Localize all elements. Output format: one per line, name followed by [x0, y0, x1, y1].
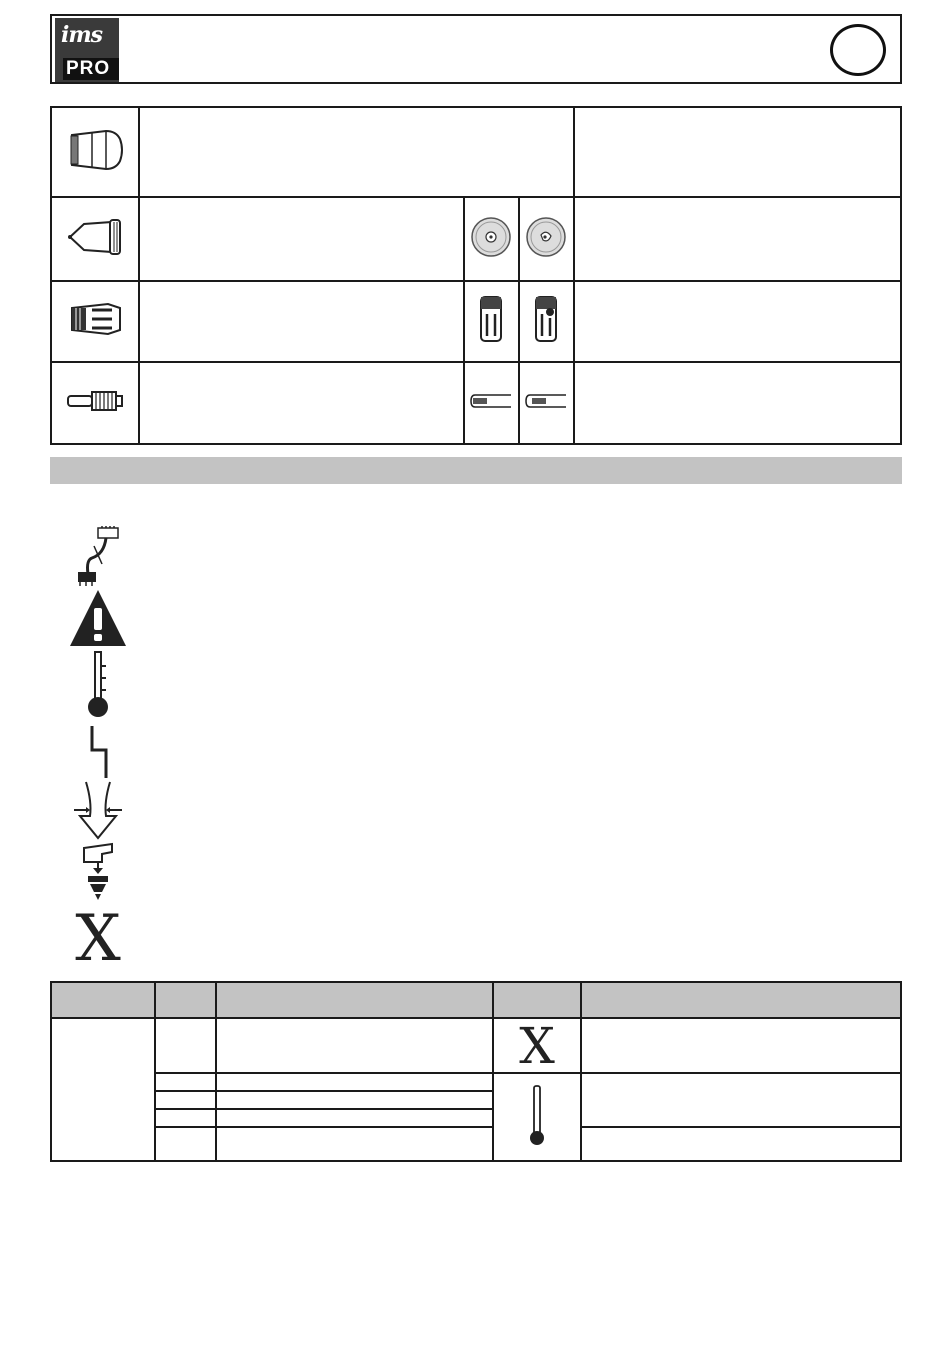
table-cell: [155, 1073, 216, 1091]
header-cell: [51, 982, 155, 1018]
electrode-new-icon: [469, 393, 513, 409]
swirl-ring-new-icon: [478, 294, 504, 344]
table-cell: [216, 1018, 493, 1073]
swirl-ring-worn-cell: [519, 281, 574, 362]
table-cell: [216, 1109, 493, 1127]
language-circle: [830, 24, 886, 76]
x-symbol-cell: [493, 1018, 581, 1073]
table-cell: [51, 1018, 155, 1161]
table-cell: [155, 1109, 216, 1127]
air-flow-icon: [66, 780, 130, 842]
nozzle-description: [139, 197, 464, 281]
table-cell: [581, 1073, 901, 1127]
table-cell: [155, 1127, 216, 1161]
thermometer-icon: [527, 1084, 547, 1146]
table-row: [51, 107, 901, 197]
table-cell: [155, 1091, 216, 1109]
svg-text:X: X: [75, 906, 121, 964]
thermometer-icon: [66, 650, 130, 720]
table-row: [51, 1127, 901, 1161]
cable-connection-icon: [66, 526, 126, 586]
table-header-row: [51, 982, 901, 1018]
shield-cup-icon: [62, 127, 128, 173]
table-cell: [216, 1073, 493, 1091]
table-row: [51, 281, 901, 362]
ims-pro-logo: [55, 18, 119, 82]
table-cell: [216, 1127, 493, 1161]
nozzle-new-icon: [469, 215, 513, 259]
torch-tip-icon: [66, 842, 130, 902]
table-row: [51, 362, 901, 444]
swirl-ring-new-cell: [464, 281, 519, 362]
shield-cup-cell: [51, 107, 139, 197]
swirl-ring-description: [139, 281, 464, 362]
electrode-description: [139, 362, 464, 444]
table-cell: [581, 1018, 901, 1073]
logo-pro-text: PRO: [63, 58, 119, 80]
warning-triangle-icon: [66, 588, 130, 648]
nozzle-icon: [62, 212, 128, 262]
shield-cup-remedy: [574, 107, 901, 197]
electrode-icon: [62, 386, 128, 416]
nozzle-remedy: [574, 197, 901, 281]
logo-ims-text: ims: [61, 22, 103, 48]
nozzle-cell: [51, 197, 139, 281]
swirl-ring-icon: [62, 294, 128, 344]
electrode-worn-cell: [519, 362, 574, 444]
table-cell: [155, 1018, 216, 1073]
svg-text:X: X: [519, 1019, 555, 1067]
arc-step-icon: [66, 724, 130, 780]
header-cell: [493, 982, 581, 1018]
thermometer-cell: [493, 1073, 581, 1161]
nozzle-worn-cell: [519, 197, 574, 281]
electrode-remedy: [574, 362, 901, 444]
x-symbol-icon: [66, 906, 130, 964]
header-cell: [155, 982, 216, 1018]
swirl-ring-cell: [51, 281, 139, 362]
electrode-new-cell: [464, 362, 519, 444]
table-row: [51, 197, 901, 281]
table-row: [51, 1018, 901, 1073]
nozzle-worn-icon: [524, 215, 568, 259]
header-cell: [581, 982, 901, 1018]
table-cell: [216, 1091, 493, 1109]
table-row: [51, 1073, 901, 1091]
nozzle-new-cell: [464, 197, 519, 281]
section-heading-bar: [50, 457, 902, 484]
electrode-cell: [51, 362, 139, 444]
table-cell: [581, 1127, 901, 1161]
x-symbol-icon: [517, 1019, 557, 1067]
electrode-worn-icon: [524, 393, 568, 409]
header-cell: [216, 982, 493, 1018]
document-header: [50, 14, 902, 84]
shield-cup-description: [139, 107, 574, 197]
swirl-ring-remedy: [574, 281, 901, 362]
troubleshooting-table: [50, 981, 902, 1162]
consumables-table: [50, 106, 902, 445]
swirl-ring-worn-icon: [533, 294, 559, 344]
